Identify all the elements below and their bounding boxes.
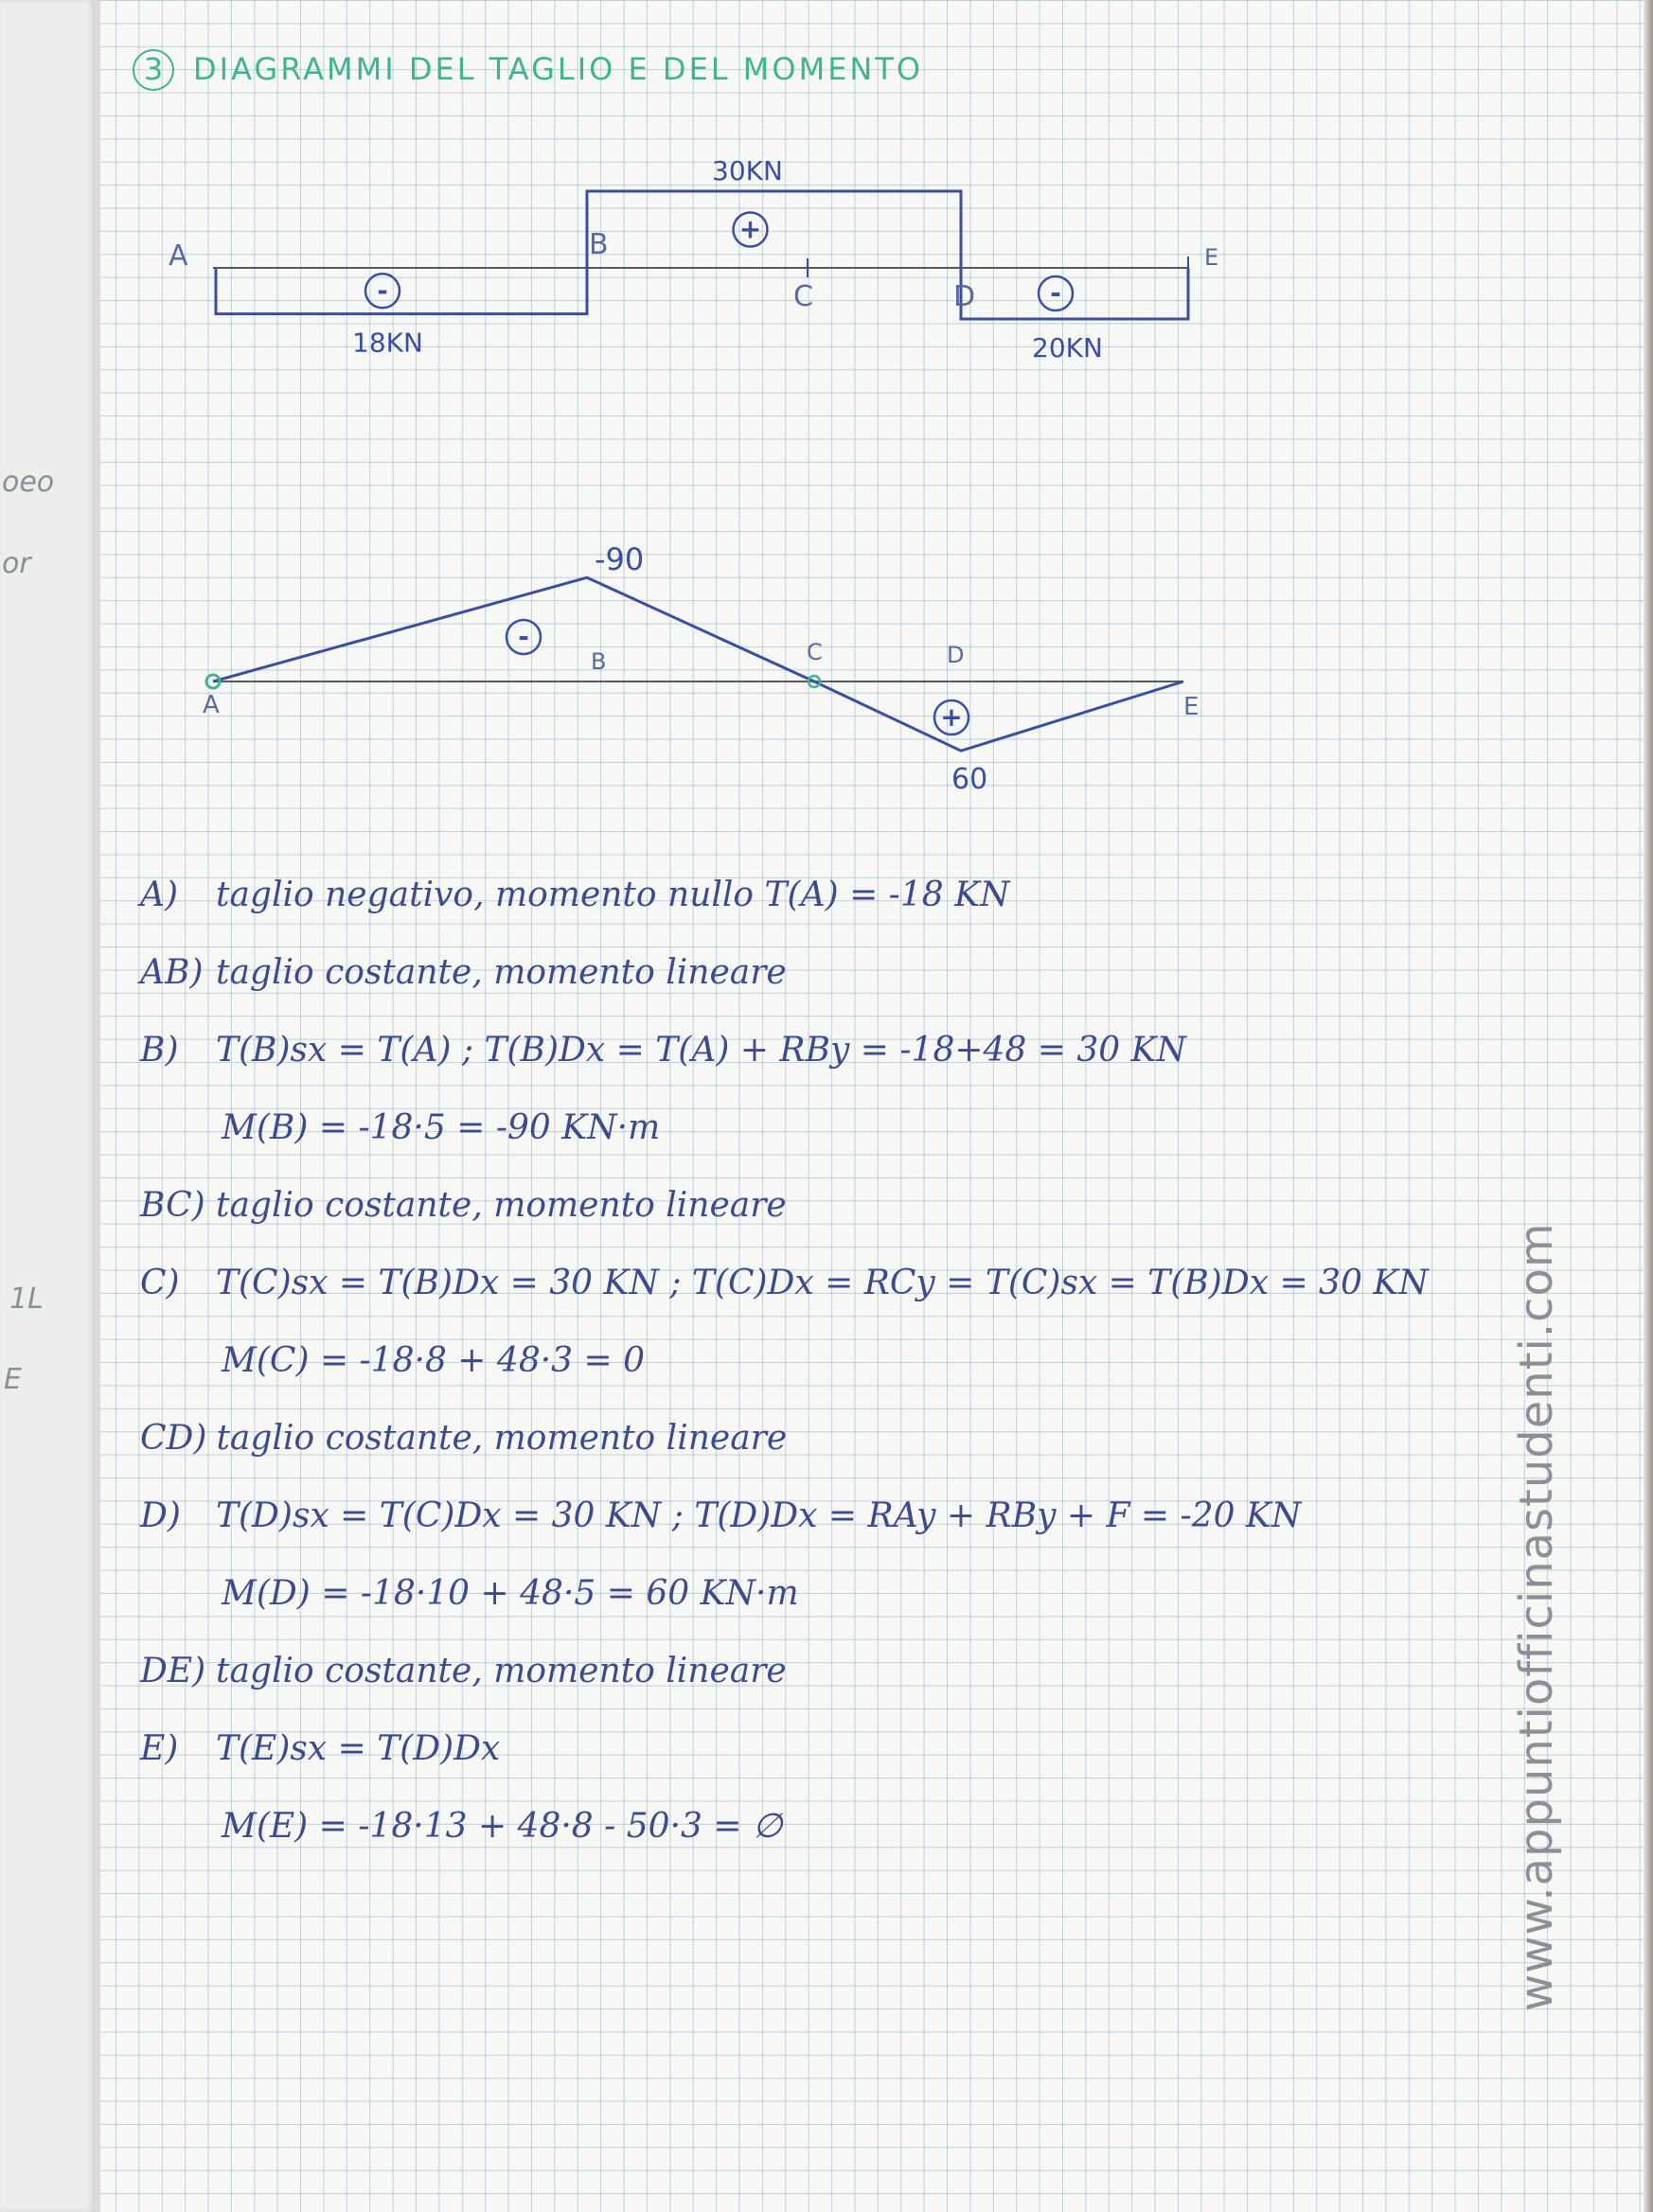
note-line bbox=[140, 1710, 1484, 1788]
shear-point-e: E bbox=[1204, 244, 1219, 271]
page-title bbox=[133, 49, 923, 91]
moment-diagram bbox=[0, 525, 1653, 809]
note-label: C) bbox=[140, 1264, 180, 1302]
note-label: D) bbox=[140, 1496, 181, 1535]
note-text: T(B)sx = T(A) ; T(B)Dx = T(A) + RBy = -18+48 = 30 KN bbox=[216, 1031, 1187, 1070]
shear-point-c: C bbox=[793, 280, 813, 313]
note-label: BC) bbox=[140, 1186, 205, 1225]
note-line bbox=[140, 1089, 1484, 1167]
shear-point-d: D bbox=[953, 280, 976, 313]
section-title: DIAGRAMMI DEL TAGLIO E DEL MOMENTO bbox=[193, 51, 924, 87]
page-edge bbox=[1644, 0, 1653, 2212]
note-label: A) bbox=[140, 876, 179, 914]
margin-note: 1L bbox=[9, 1283, 44, 1316]
note-label: E) bbox=[140, 1729, 179, 1768]
note-line bbox=[140, 934, 1484, 1012]
moment-value-d: 60 bbox=[951, 763, 988, 797]
moment-value-b: -90 bbox=[595, 541, 645, 578]
shear-sign-negative: - bbox=[1050, 277, 1061, 309]
note-label: AB) bbox=[140, 953, 204, 992]
note-line bbox=[140, 1633, 1484, 1710]
note-text: taglio costante, momento lineare bbox=[216, 1652, 787, 1690]
moment-sign-negative: - bbox=[518, 621, 529, 652]
shear-diagram bbox=[0, 114, 1653, 416]
moment-point-a: A bbox=[203, 691, 220, 719]
margin-note: or bbox=[2, 547, 31, 580]
margin-note: oeo bbox=[2, 466, 55, 499]
note-label: B) bbox=[140, 1031, 179, 1070]
note-text: M(C) = -18·8 + 48·3 = 0 bbox=[222, 1341, 646, 1380]
shear-value-de: 20KN bbox=[1032, 332, 1103, 363]
note-line bbox=[140, 1167, 1484, 1245]
note-line bbox=[140, 1478, 1484, 1555]
margin-note: E bbox=[4, 1363, 22, 1396]
note-text: taglio costante, momento lineare bbox=[216, 953, 787, 992]
note-line bbox=[140, 1012, 1484, 1089]
shear-sign-positive: + bbox=[738, 213, 762, 245]
note-text: T(C)sx = T(B)Dx = 30 KN ; T(C)Dx = RCy = T(C)sx = T(B)Dx = 30 KN bbox=[216, 1264, 1429, 1302]
note-text: taglio negativo, momento nullo T(A) = -18 KN bbox=[216, 876, 1010, 914]
note-line bbox=[140, 857, 1484, 934]
moment-line bbox=[213, 577, 1183, 751]
note-text: M(B) = -18·5 = -90 KN·m bbox=[222, 1108, 661, 1147]
shear-sign-negative: - bbox=[377, 274, 388, 307]
moment-point-b: B bbox=[591, 648, 607, 675]
note-text: M(D) = -18·10 + 48·5 = 60 KN·m bbox=[222, 1574, 799, 1613]
moment-point-c: C bbox=[807, 639, 823, 665]
note-line bbox=[140, 1322, 1484, 1400]
shear-outline bbox=[216, 191, 1188, 319]
moment-point-e: E bbox=[1183, 693, 1200, 721]
note-line bbox=[140, 1245, 1484, 1322]
note-text: T(E)sx = T(D)Dx bbox=[216, 1729, 501, 1768]
note-label: DE) bbox=[140, 1652, 206, 1690]
moment-point-d: D bbox=[947, 642, 965, 668]
note-text: taglio costante, momento lineare bbox=[216, 1419, 788, 1458]
note-text: taglio costante, momento lineare bbox=[216, 1186, 787, 1225]
note-text: T(D)sx = T(C)Dx = 30 KN ; T(D)Dx = RAy + RBy + F = -20 KN bbox=[216, 1496, 1302, 1535]
calculation-notes bbox=[140, 857, 1484, 1866]
note-line bbox=[140, 1788, 1484, 1866]
note-line bbox=[140, 1555, 1484, 1633]
shear-point-b: B bbox=[589, 228, 609, 261]
moment-sign-positive: + bbox=[940, 701, 963, 733]
shear-point-a: A bbox=[169, 239, 188, 273]
section-number: 3 bbox=[133, 49, 174, 91]
note-text: M(E) = -18·13 + 48·8 - 50·3 = ∅ bbox=[222, 1807, 783, 1846]
note-label: CD) bbox=[140, 1419, 207, 1458]
shear-value-ab: 18KN bbox=[352, 327, 423, 359]
watermark: www.appuntiofficinastudenti.com bbox=[1510, 1222, 1563, 2011]
note-line bbox=[140, 1400, 1484, 1478]
shear-value-bd: 30KN bbox=[712, 155, 783, 186]
